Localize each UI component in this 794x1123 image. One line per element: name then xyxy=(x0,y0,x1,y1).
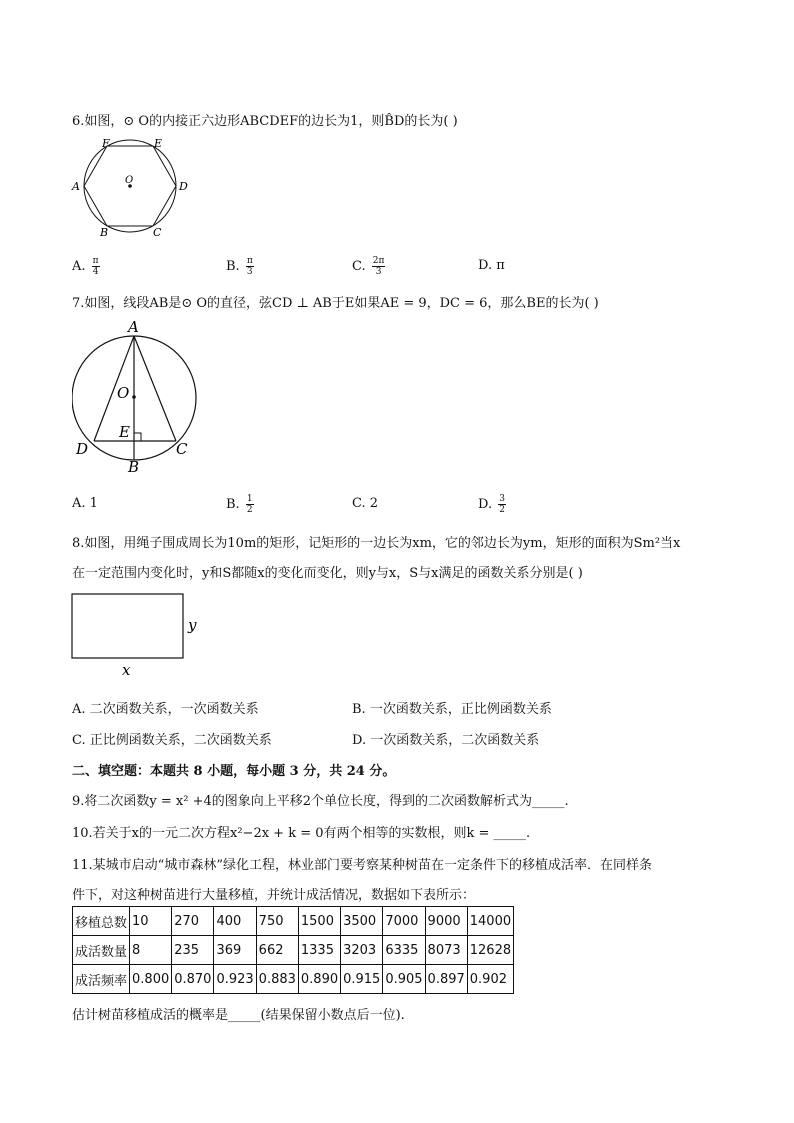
q9-stem: 9.将二次函数y = x² +4的图象向上平移2个单位长度，得到的二次函数解析式为_____. xyxy=(72,794,569,809)
label-C: C xyxy=(176,440,188,458)
table-row xyxy=(73,936,514,965)
q8-choice-b: B. 一次函数关系，正比例函数关系 xyxy=(352,702,552,717)
q8-stem-line1: 8.如图，用绳子围成周长为10m的矩形，记矩形的一边长为xm，它的邻边长为ym，矩形的面积为Sm²当x xyxy=(72,536,681,551)
table-cell: 3203 xyxy=(341,936,383,965)
label-B: B xyxy=(128,458,140,476)
table-cell: 750 xyxy=(256,907,298,936)
table-cell: 8073 xyxy=(425,936,467,965)
table-cell: 1500 xyxy=(298,907,340,936)
label-D: D xyxy=(76,440,89,458)
q7-choice-c: C. 2 xyxy=(352,496,379,511)
table-cell: 成活数量 xyxy=(73,936,130,965)
label-A: A xyxy=(72,180,80,193)
q8-rectangle-figure xyxy=(70,592,210,678)
q6-choice-d: D. π xyxy=(478,258,505,273)
table-cell: 0.800 xyxy=(130,965,172,994)
table-cell: 14000 xyxy=(467,907,513,936)
q11-after: 估计树苗移植成活的概率是_____(结果保留小数点后一位). xyxy=(72,1008,405,1023)
q6-choice-b: B. $\frac{\pi}{3}$ xyxy=(226,256,253,277)
table-cell: 369 xyxy=(214,936,256,965)
label-x: x xyxy=(122,661,131,678)
table-cell: 0.897 xyxy=(425,965,467,994)
q6-stem: 6.如图，⊙ O的内接正六边形ABCDEF的边长为1，则B̂D的长为( ) xyxy=(72,114,458,129)
table-cell: 1335 xyxy=(298,936,340,965)
table-cell: 6335 xyxy=(383,936,425,965)
table-cell: 7000 xyxy=(383,907,425,936)
q10-stem: 10.若关于x的一元二次方程x²−2x + k = 0有两个相等的实数根，则k = _____. xyxy=(72,826,531,841)
table-row xyxy=(73,907,514,936)
q6-choice-a: A. $\frac{\pi}{4}$ xyxy=(72,256,99,277)
label-O: O xyxy=(125,175,134,186)
table-cell: 0.915 xyxy=(341,965,383,994)
label-y: y xyxy=(188,616,197,634)
label-F: F xyxy=(102,138,110,150)
table-cell: 400 xyxy=(214,907,256,936)
table-cell: 235 xyxy=(172,936,214,965)
label-A: A xyxy=(128,318,139,336)
label-C: C xyxy=(153,226,162,239)
table-cell: 3500 xyxy=(341,907,383,936)
label-O: O xyxy=(117,384,130,402)
q7-circle-figure xyxy=(72,318,202,478)
q7-choice-b: B. $\frac{1}{2}$ xyxy=(226,494,253,515)
q7-choice-a: A. 1 xyxy=(72,496,98,511)
table-cell: 0.870 xyxy=(172,965,214,994)
table-cell: 0.923 xyxy=(214,965,256,994)
table-cell: 0.883 xyxy=(256,965,298,994)
table-cell: 0.905 xyxy=(383,965,425,994)
q11-line2: 件下，对这种树苗进行大量移植，并统计成活情况，数据如下表所示： xyxy=(72,888,476,903)
table-cell: 10 xyxy=(130,907,172,936)
q7-choice-d: D. $\frac{3}{2}$ xyxy=(478,494,505,515)
label-E: E xyxy=(154,138,163,150)
table-cell: 270 xyxy=(172,907,214,936)
label-B: B xyxy=(100,226,109,239)
table-cell: 12628 xyxy=(467,936,513,965)
label-E: E xyxy=(119,423,130,441)
section-heading: 二、填空题：本题共 8 小题，每小题 3 分，共 24 分。 xyxy=(72,764,396,779)
q8-stem-line2: 在一定范围内变化时，y和S都随x的变化而变化，则y与x，S与x满足的函数关系分别是( ) xyxy=(72,566,583,581)
q8-choice-a: A. 二次函数关系，一次函数关系 xyxy=(72,702,259,717)
q8-choice-d: D. 一次函数关系，二次函数关系 xyxy=(352,733,540,748)
q7-stem: 7.如图，线段AB是⊙ O的直径，弦CD ⊥ AB于E如果AE = 9，DC = 6，那么BE的长为( ) xyxy=(72,296,599,311)
table-cell: 8 xyxy=(130,936,172,965)
table-row xyxy=(73,965,514,994)
table-cell: 成活频率 xyxy=(73,965,130,994)
q11-line1: 11.某城市启动“城市森林”绿化工程，林业部门要考察某种树苗在一定条件下的移植成活率．在同样条 xyxy=(72,858,652,873)
q6-hexagon-figure xyxy=(68,138,198,240)
table-cell: 移植总数 xyxy=(73,907,130,936)
q6-choice-c: C. $\frac{2\pi}{3}$ xyxy=(352,256,385,277)
label-D: D xyxy=(179,180,188,193)
table-cell: 0.902 xyxy=(467,965,513,994)
q11-data-table xyxy=(72,906,514,994)
table-cell: 662 xyxy=(256,936,298,965)
table-cell: 9000 xyxy=(425,907,467,936)
q8-choice-c: C. 正比例函数关系，二次函数关系 xyxy=(72,733,272,748)
table-cell: 0.890 xyxy=(298,965,340,994)
